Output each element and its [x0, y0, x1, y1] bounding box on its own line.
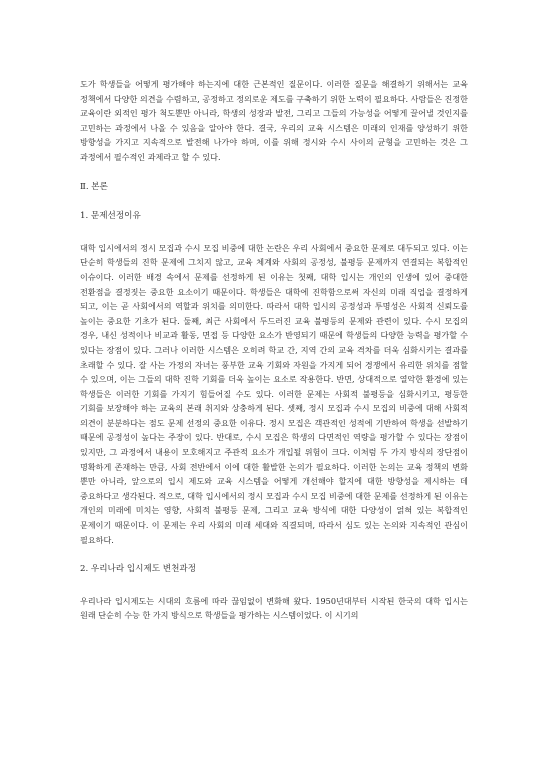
subsection-heading-problem-selection: 1. 문제선정이유: [80, 211, 141, 222]
document-body: [80, 77, 468, 623]
problem-selection-paragraph: 대학 입시에서의 정시 모집과 수시 모집 비중에 대한 논란은 우리 사회에서 중요한 문제로 대두되고 있다. 이는 단순히 학생들의 진학 문제에 그치지 않고, 교육 체계와 사회의 공정성, 불평등 문제까지 연결되는 복합적인 이슈이다. 이러한 배경 속에서 문제를 선정하게 된 이유는 첫째, 대학 입시는 개인의 인생에 있어 중대한 전환점을 결정짓는 중요한 요소이기 때문이다. 학생들은 대학에 진학함으로써 자신의 미래 직업을 결정하게 되고, 이는 곧 사회에서의 역할과 위치를 의미한다. 따라서 대학 입시의 공정성과 투명성은 사회적 신뢰도를 높이는 중요한 기초가 된다. 둘째, 최근 사회에서 두드러진 교육 불평등의 문제와 관련이 있다. 수시 모집의 경우, 내신 성적이나 비교과 활동, 면접 등 다양한 요소가 반영되기 때문에 학생들의 다양한 능력을 평가할 수 있다는 장점이 있다. 그러나 이러한 시스템은 오히려 학교 간, 지역 간의 교육 격차를 더욱 심화시키는 결과를 초래할 수 있다. 잘 사는 가정의 자녀는 풍부한 교육 기회와 자원을 가지게 되어 경쟁에서 유리한 위치를 점할 수 있으며, 이는 그들의 대학 진학 기회를 더욱 높이는 요소로 작용한다. 반면, 상대적으로 열악한 환경에 있는 학생들은 이러한 기회를 가지기 힘들어질 수도 있다. 이러한 문제는 사회적 불평등을 심화시키고, 평등한 기회를 보장해야 하는 교육의 본래 취지와 상충하게 된다. 셋째, 정시 모집과 수시 모집의 비중에 대해 사회적 의견이 분분하다는 점도 문제 선정의 중요한 이유다. 정시 모집은 객관적인 성적에 기반하여 학생을 선발하기 때문에 공정성이 높다는 주장이 있다. 반대로, 수시 모집은 학생의 다면적인 역량을 평가할 수 있다는 장점이 있지만, 그 과정에서 내용이 모호해지고 주관적 요소가 개입될 위험이 크다. 이처럼 두 가지 방식의 장단점이 명확하게 존재하는 만큼, 사회 전반에서 이에 대한 활발한 논의가 필요하다. 이러한 논의는 교육 정책의 변화 뿐만 아니라, 앞으로의 입시 제도와 교육 시스템을 어떻게 개선해야 할지에 대한 방향성을 제시하는 데 중요하다고 생각된다. 적으로, 대학 입시에서의 정시 모집과 수시 모집 비중에 대한 문제를 선정하게 된 이유는 개인의 미래에 미치는 영향, 사회적 불평등 문제, 그리고 교육 방식에 대한 다양성이 얽혀 있는 복합적인 문제이기 때문이다. 이 문제는 우리 사회의 미래 세대와 직결되며, 따라서 심도 있는 논의와 지속적인 관심이 필요하다.: [80, 242, 468, 545]
section-heading: Ⅱ. 본론: [80, 181, 108, 192]
subsection-heading-admission-history: 2. 우리나라 입시제도 변천과정: [80, 564, 197, 575]
intro-paragraph: 도가 학생들을 어떻게 평가해야 하는지에 대한 근본적인 질문이다. 이러한 질문을 해결하기 위해서는 교육 정책에서 다양한 의견을 수렴하고, 공정하고 정의로운 제도를 구축하기 위한 노력이 필요하다. 사람들은 진정한 교육이란 외적인 평가 척도뿐만 아니라, 학생의 성장과 발전, 그리고 그들의 가능성을 어떻게 끌어낼 것인지를 고민하는 과정에서 나올 수 있음을 알아야 한다. 결국, 우리의 교육 시스템은 미래의 인재를 양성하기 위한 방향성을 가지고 지속적으로 발전해 나가야 하며, 이를 위해 정시와 수시 사이의 균형을 고민하는 것은 그 과정에서 필수적인 과제라고 할 수 있다.: [80, 79, 468, 162]
admission-history-paragraph: 우리나라 입시제도는 시대의 흐름에 따라 끊임없이 변화해 왔다. 1950년대부터 시작된 한국의 대학 입시는 원래 단순히 수능 한 가지 방식으로 학생들을 평가하는 시스템이었다. 이 시기의: [80, 595, 468, 621]
